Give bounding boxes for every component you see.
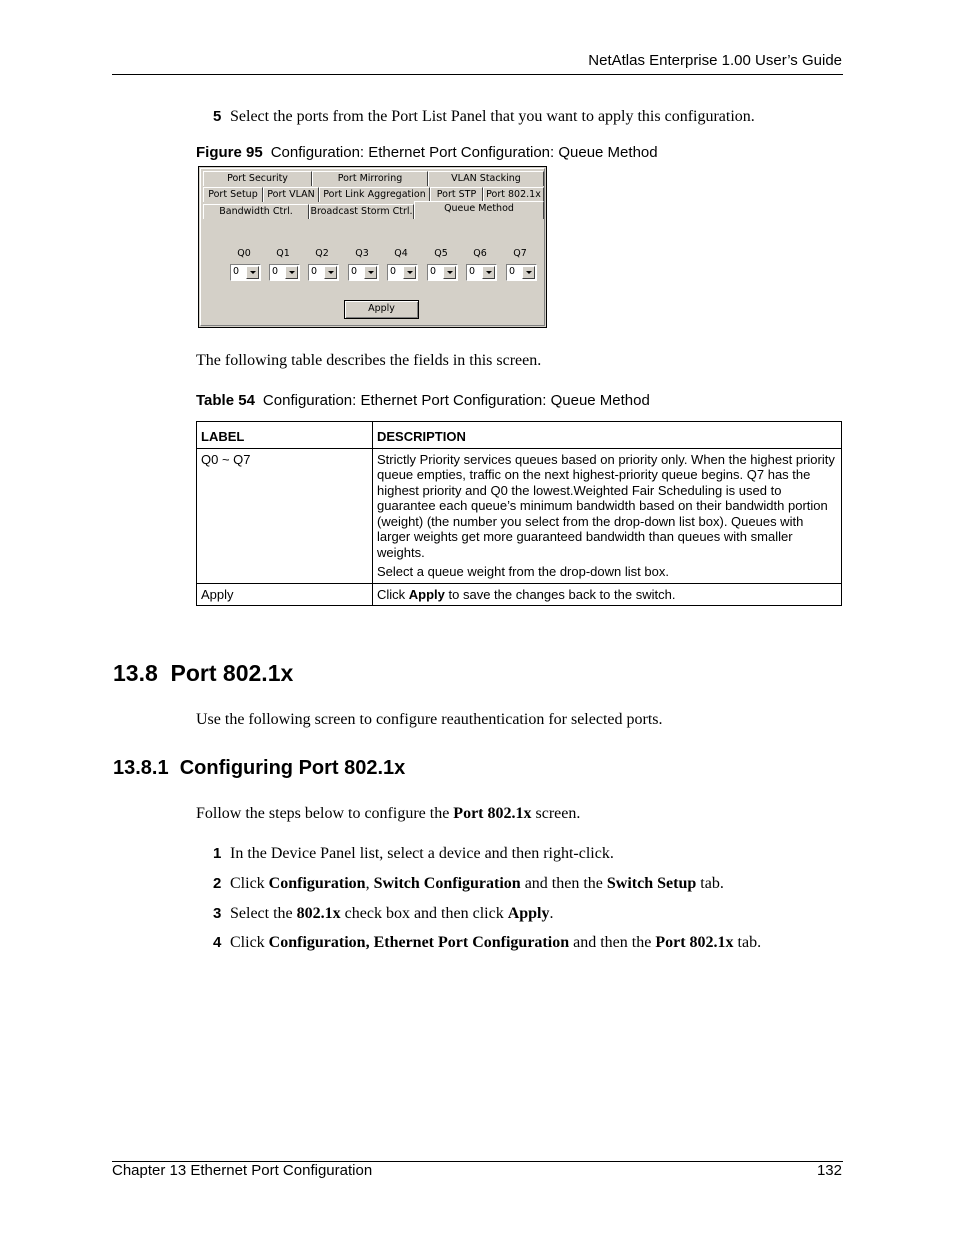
tab-vlan-stacking[interactable]: VLAN Stacking [428, 171, 544, 186]
table-intro: The following table describes the fields in this screen. [196, 352, 542, 369]
description-table [196, 421, 842, 606]
table-header-row [197, 422, 842, 449]
step-text: and then the [569, 934, 656, 951]
queue-label-q2: Q2 [315, 248, 329, 259]
step-text: Click [230, 934, 269, 951]
panel-frame [200, 168, 545, 326]
step-text: In the Device Panel list, select a device and then right-click. [230, 845, 614, 862]
header-rule [112, 74, 843, 75]
step-3 [213, 905, 553, 923]
step-number: 2 [213, 875, 222, 892]
desc-text: Click [377, 586, 409, 602]
step-number: 4 [213, 934, 222, 951]
step-bold: Switch Configuration [373, 875, 521, 892]
row-label: Apply [197, 583, 373, 606]
tab-port-vlan[interactable]: Port VLAN [263, 187, 319, 202]
step-number: 5 [213, 108, 222, 125]
step-number: 3 [213, 905, 222, 922]
queue-select-value: 0 [233, 266, 240, 277]
queue-label-q3: Q3 [355, 248, 369, 259]
footer-chapter: Chapter 13 Ethernet Port Configuration [112, 1162, 373, 1179]
footer-page-number: 132 [816, 1162, 842, 1179]
description-paragraph: Select a queue weight from the drop-down list box. [377, 564, 669, 579]
step-text: tab. [696, 875, 724, 892]
queue-select-q3[interactable] [348, 264, 379, 281]
step-text: tab. [733, 934, 762, 951]
queue-select-value: 0 [311, 266, 318, 277]
queue-select-value: 0 [469, 266, 476, 277]
queue-label-q6: Q6 [473, 248, 487, 259]
table-caption [196, 392, 650, 409]
queue-select-value: 0 [430, 266, 437, 277]
desc-text: to save the changes back to the switch. [444, 586, 676, 602]
row-label: Q0 ~ Q7 [197, 448, 373, 583]
step-bold: 802.1x [296, 905, 341, 922]
tab-port-link-aggregation[interactable]: Port Link Aggregation [319, 187, 430, 202]
step-bold: Configuration, Ethernet Port Configuration [268, 934, 570, 951]
queue-select-q2[interactable] [308, 264, 339, 281]
step-text: Select the [230, 905, 297, 922]
dropdown-arrow-icon[interactable] [285, 266, 298, 279]
section-text: Use the following screen to configure reauthentication for selected ports. [196, 711, 663, 728]
table-title: Configuration: Ethernet Port Configuration: Queue Method [262, 392, 650, 409]
step-text: check box and then click [340, 905, 508, 922]
queue-label-q1: Q1 [276, 248, 290, 259]
dropdown-arrow-icon[interactable] [482, 266, 495, 279]
queue-method-panel [198, 166, 547, 328]
column-header-description: DESCRIPTION [373, 422, 842, 449]
apply-button[interactable]: Apply [344, 300, 419, 319]
queue-select-q4[interactable] [387, 264, 418, 281]
tab-port-802-1x[interactable]: Port 802.1x [483, 187, 544, 202]
tab-port-setup[interactable]: Port Setup [203, 187, 263, 202]
intro-bold: Port 802.1x [453, 805, 532, 822]
step-bold: Apply [507, 905, 550, 922]
column-header-label: LABEL [197, 422, 373, 449]
step-text: , [365, 875, 374, 892]
row-description [373, 583, 842, 606]
intro-text: Follow the steps below to configure the [196, 805, 454, 822]
step-text: Click [230, 875, 269, 892]
step-bold: Configuration [268, 875, 366, 892]
step-1 [213, 845, 614, 863]
dropdown-arrow-icon[interactable] [443, 266, 456, 279]
tab-queue-method[interactable]: Queue Method [414, 201, 544, 219]
step-4 [213, 934, 761, 952]
step-text: and then the [520, 875, 607, 892]
table-row [197, 583, 842, 606]
queue-label-q5: Q5 [434, 248, 448, 259]
figure-caption [196, 144, 658, 161]
queue-label-q7: Q7 [513, 248, 527, 259]
step-bold: Switch Setup [606, 875, 697, 892]
step-5 [213, 108, 755, 126]
dropdown-arrow-icon[interactable] [403, 266, 416, 279]
tab-port-mirroring[interactable]: Port Mirroring [312, 171, 428, 186]
description-paragraph: Strictly Priority services queues based on priority only. When the highest priority queue empties, traffic on the next highest-priority queue begins. Q7 has the highest priority and Q0 the lowest.Weighted Fair Scheduling is used to guarantee each queue’s minimum bandwidth based on their bandwidth portion (weight) (the number you select from the drop-down list box). Queues with larger weights get more guaranteed bandwidth than queues with smaller weights. [377, 451, 835, 560]
intro-text: screen. [531, 805, 581, 822]
queue-select-value: 0 [272, 266, 279, 277]
queue-select-q1[interactable] [269, 264, 300, 281]
tab-port-stp[interactable]: Port STP [430, 187, 483, 202]
dropdown-arrow-icon[interactable] [364, 266, 377, 279]
table-label: Table 54 [196, 392, 255, 409]
tab-bandwidth-ctrl[interactable]: Bandwidth Ctrl. [203, 204, 309, 219]
queue-select-value: 0 [390, 266, 397, 277]
desc-bold: Apply [408, 586, 445, 602]
step-text: Select the ports from the Port List Panel that you want to apply this configuration. [230, 108, 755, 125]
queue-select-q7[interactable] [506, 264, 537, 281]
tab-broadcast-storm-ctrl[interactable]: Broadcast Storm Ctrl. [310, 206, 413, 217]
dropdown-arrow-icon[interactable] [246, 266, 259, 279]
dropdown-arrow-icon[interactable] [522, 266, 535, 279]
queue-select-q6[interactable] [466, 264, 497, 281]
row-description [373, 448, 842, 583]
section-heading: 13.8 Port 802.1x [113, 660, 294, 686]
queue-select-q5[interactable] [427, 264, 458, 281]
figure-label: Figure 95 [196, 144, 263, 161]
queue-select-value: 0 [509, 266, 516, 277]
step-number: 1 [213, 845, 222, 862]
subsection-heading: 13.8.1 Configuring Port 802.1x [113, 757, 406, 779]
page-header-title: NetAtlas Enterprise 1.00 User’s Guide [588, 52, 842, 69]
queue-select-value: 0 [351, 266, 358, 277]
tab-port-security[interactable]: Port Security [203, 171, 312, 186]
queue-label-q4: Q4 [394, 248, 408, 259]
step-2 [213, 875, 724, 893]
figure-title: Configuration: Ethernet Port Configuration: Queue Method [270, 144, 658, 161]
queue-label-q0: Q0 [237, 248, 251, 259]
dropdown-arrow-icon[interactable] [324, 266, 337, 279]
step-text: . [549, 905, 554, 922]
queue-select-q0[interactable] [230, 264, 261, 281]
subsection-intro [196, 805, 580, 823]
step-bold: Port 802.1x [655, 934, 734, 951]
table-row [197, 448, 842, 583]
